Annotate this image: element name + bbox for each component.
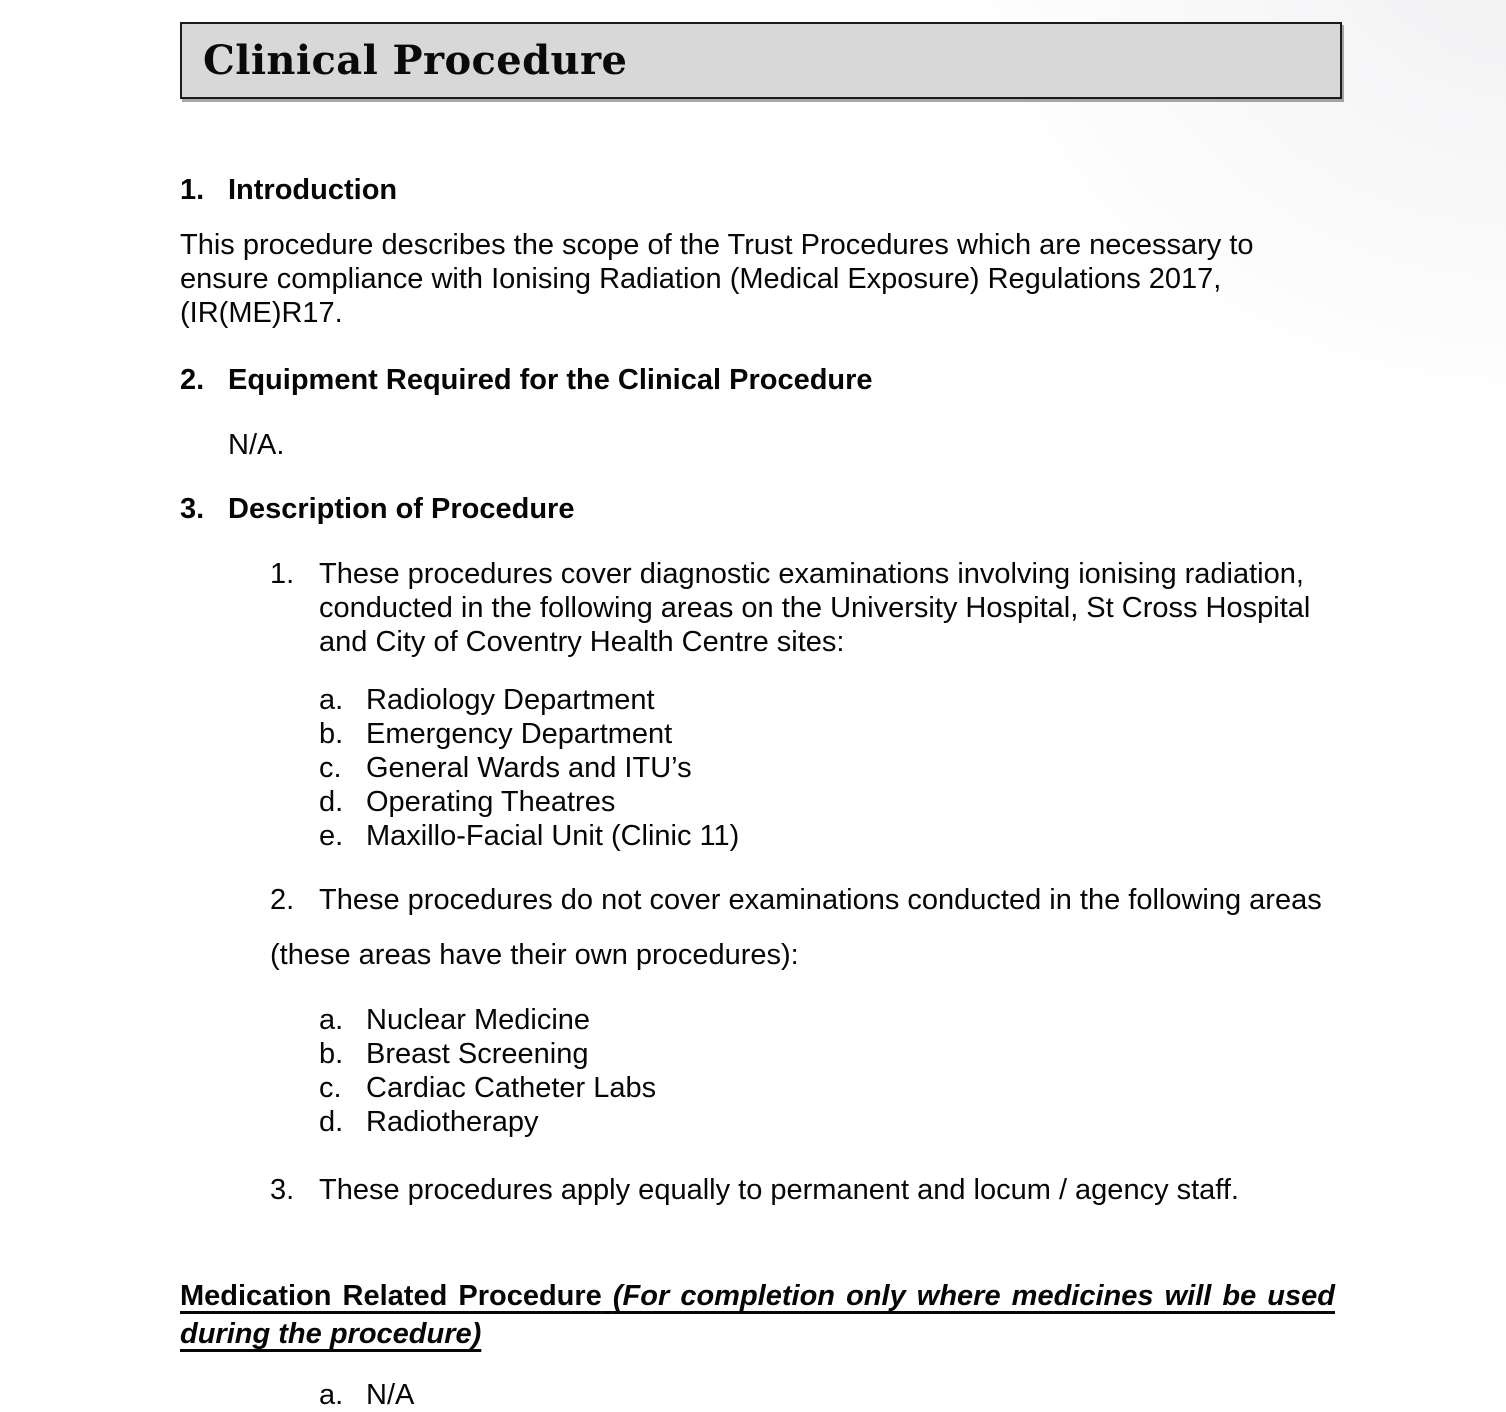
section-number: 2. — [180, 364, 205, 396]
section-heading-description — [180, 492, 1336, 526]
areas-covered-list — [319, 683, 1506, 853]
document-body — [0, 173, 1506, 1412]
list-item-label: Operating Theatres — [366, 786, 616, 818]
list-item-letter: a. — [319, 1379, 344, 1411]
list-item-letter: b. — [319, 718, 344, 750]
list-item-label: Breast Screening — [366, 1038, 589, 1070]
list-item-letter: c. — [319, 752, 342, 784]
list-item-label: Radiotherapy — [366, 1106, 539, 1138]
list-item-letter: d. — [319, 786, 344, 818]
list-item — [319, 751, 1506, 785]
item-number: 2. — [270, 884, 295, 916]
section-heading-equipment — [180, 363, 1336, 397]
list-item-label: Nuclear Medicine — [366, 1004, 591, 1036]
list-item — [319, 683, 1506, 717]
list-item — [319, 717, 1506, 751]
item-number: 3. — [270, 1174, 295, 1206]
equipment-na-text: N/A. — [228, 429, 285, 461]
item-text: These procedures apply equally to permanent and locum / agency staff. — [319, 1174, 1239, 1206]
section-heading-label: Introduction — [228, 174, 398, 206]
list-item-label: Emergency Department — [366, 718, 673, 750]
item-number: 1. — [270, 558, 295, 590]
list-item-letter: a. — [319, 1004, 344, 1036]
description-item-1 — [270, 557, 1336, 659]
description-item-3 — [270, 1173, 1336, 1207]
item-text: These procedures cover diagnostic examinations involving ionising radiation, conducted in the following areas on the University Hospital, St Cross Hospital and City of Coventry Health Centre sites: — [319, 558, 1311, 658]
list-item-letter: a. — [319, 684, 344, 716]
list-item — [319, 819, 1506, 853]
section-heading-label: Equipment Required for the Clinical Procedure — [228, 364, 873, 396]
list-item-letter: e. — [319, 820, 344, 852]
medication-heading-line2: during the procedure) — [180, 1318, 482, 1350]
list-item-letter: c. — [319, 1072, 342, 1104]
list-item-letter: d. — [319, 1106, 344, 1138]
section-number: 3. — [180, 493, 205, 525]
section-number: 1. — [180, 174, 205, 206]
medication-heading-plain: Medication Related Procedure — [180, 1280, 602, 1312]
introduction-paragraph: This procedure describes the scope of the Trust Procedures which are necessary to ensure compliance with Ionising Radiation (Medical Exposure) Regulations 2017, (IR(ME)R17. — [180, 229, 1254, 329]
item-text: These procedures do not cover examinations conducted in the following areas — [319, 884, 1322, 916]
list-item-label: Maxillo-Facial Unit (Clinic 11) — [366, 820, 740, 852]
list-item — [319, 1003, 1506, 1037]
section-heading-label: Description of Procedure — [228, 493, 575, 525]
list-item-label: N/A — [366, 1379, 415, 1411]
list-item-letter: b. — [319, 1038, 344, 1070]
description-item-2-continuation: (these areas have their own procedures): — [270, 939, 799, 971]
areas-excluded-list — [319, 1003, 1506, 1139]
list-item — [319, 785, 1506, 819]
list-item-label: General Wards and ITU’s — [366, 752, 692, 784]
list-item-label: Cardiac Catheter Labs — [366, 1072, 657, 1104]
medication-heading-line1 — [180, 1277, 1335, 1315]
section-heading-introduction — [180, 173, 1336, 207]
list-item — [319, 1105, 1506, 1139]
list-item — [319, 1071, 1506, 1105]
page-title: Clinical Procedure — [203, 36, 628, 84]
medication-heading — [180, 1277, 1335, 1353]
description-item-2 — [270, 883, 1336, 917]
list-item-label: Radiology Department — [366, 684, 655, 716]
title-banner — [180, 22, 1342, 99]
list-item — [319, 1037, 1506, 1071]
medication-heading-italic: (For completion only where medicines will be used — [612, 1280, 1335, 1312]
medication-item — [319, 1378, 1506, 1412]
